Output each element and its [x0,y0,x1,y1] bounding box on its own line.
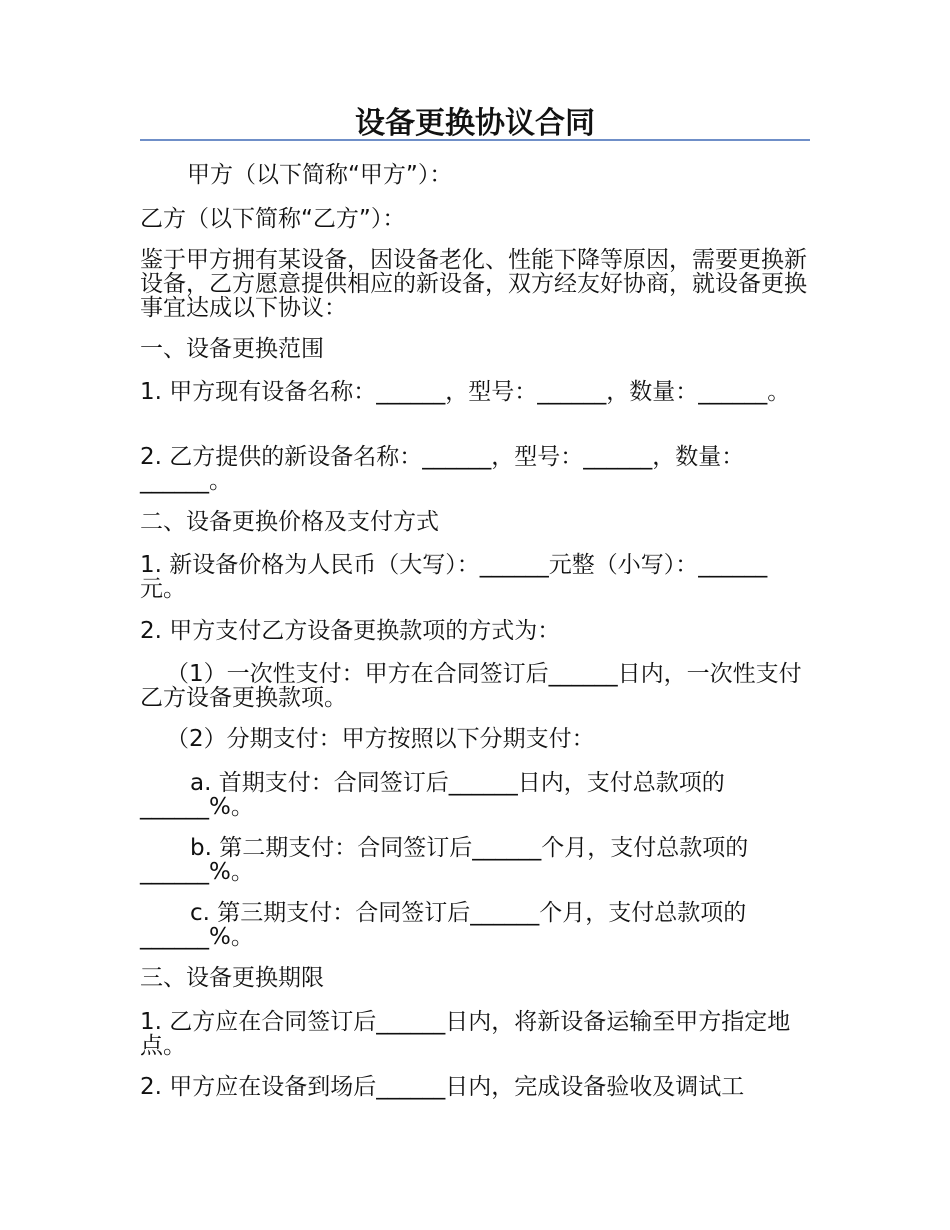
document-title: 设备更换协议合同 [355,106,595,141]
payment-option-lump-sum: （1）一次性支付：甲方在合同签订后______日内，一次性支付乙方设备更换款项。 [140,661,802,711]
clause-1-2: 2. 乙方提供的新设备名称：______，型号：______，数量：______。 [140,444,745,494]
section-heading-scope: 一、设备更换范围 [140,336,324,362]
clause-3-1: 1. 乙方应在合同签订后______日内，将新设备运输至甲方指定地点。 [140,1009,791,1059]
installment-a: a. 首期支付：合同签订后______日内，支付总款项的______%。 [140,770,725,820]
title-underline [140,139,810,141]
payment-option-installment: （2）分期支付：甲方按照以下分期支付： [166,726,595,752]
clause-1-1: 1. 甲方现有设备名称：______，型号：______，数量：______。 [140,379,791,405]
party-a-line: 甲方（以下简称“甲方”）： [187,162,453,188]
clause-2-1: 1. 新设备价格为人民币（大写）：______元整（小写）：______元。 [140,552,768,602]
installment-b: b. 第二期支付：合同签订后______个月，支付总款项的______%。 [140,835,749,885]
installment-c: c. 第三期支付：合同签订后______个月，支付总款项的______%。 [140,900,747,950]
preamble-paragraph: 鉴于甲方拥有某设备，因设备老化、性能下降等原因，需要更换新设备，乙方愿意提供相应的新设备，双方经友好协商，就设备更换事宜达成以下协议： [140,247,807,321]
clause-3-2: 2. 甲方应在设备到场后______日内，完成设备验收及调试工 [140,1074,745,1100]
section-heading-price: 二、设备更换价格及支付方式 [140,509,439,535]
clause-2-2: 2. 甲方支付乙方设备更换款项的方式为： [140,618,561,644]
section-heading-term: 三、设备更换期限 [140,965,324,991]
party-b-line: 乙方（以下简称“乙方”）： [140,206,406,232]
